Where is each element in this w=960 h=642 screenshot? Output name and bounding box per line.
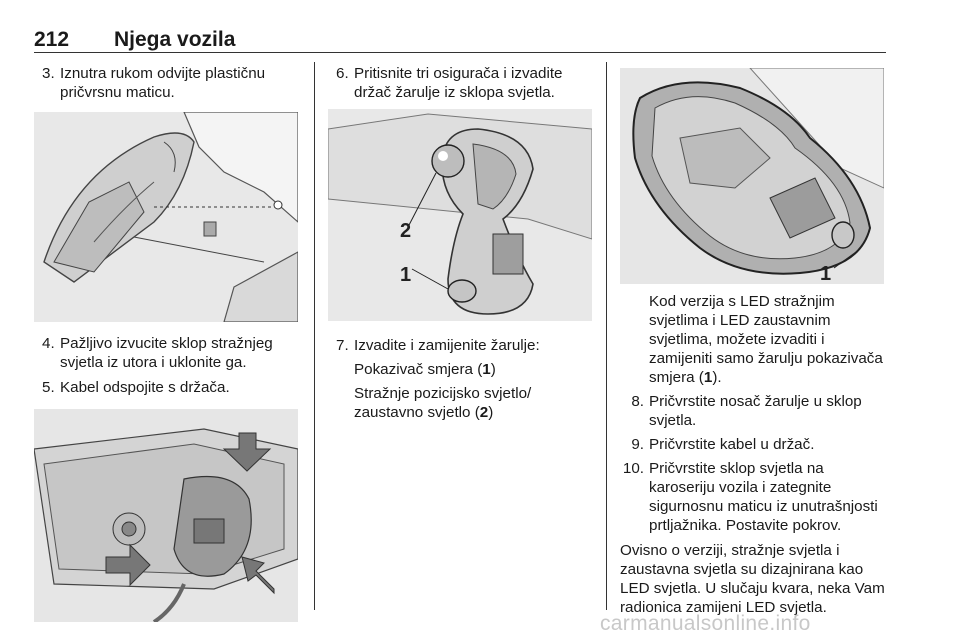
watermark: carmanualsonline.info: [600, 612, 811, 635]
page-number: 212: [34, 28, 70, 51]
step-text: Pričvrstite kabel u držač.: [649, 436, 815, 453]
column-3: [620, 64, 890, 617]
column-divider-1: [314, 62, 315, 610]
figure-bulb-holder: [328, 109, 592, 321]
bulb-item-2: Stražnje pozicijsko svjetlo/ zaustavno svjetlo (2): [354, 385, 532, 421]
callout-2: 2: [400, 220, 412, 242]
step-3: [34, 64, 302, 102]
figure-nut-removal: [34, 112, 298, 322]
callout-1: 1: [400, 264, 412, 286]
step-text: Pažljivo izvucite sklop stražnjeg svjetla iz utora i uklonite ga.: [60, 335, 273, 371]
step-number: 10.: [622, 460, 644, 477]
header-rule: [34, 52, 886, 53]
chapter-title: Njega vozila: [114, 28, 236, 51]
column-2: [328, 64, 594, 422]
step-7: [328, 336, 594, 355]
step-number: 8.: [631, 393, 644, 410]
figure-cable-disconnect: [34, 409, 298, 622]
step-text: Pritisnite tri osigurača i izvadite držač žarulje iz sklopa svjetla.: [354, 65, 563, 101]
column-divider-2: [606, 62, 607, 610]
step-text: Izvadite i zamijenite žarulje:: [354, 337, 540, 354]
led-note: Kod verzija s LED stražnjim svjetlima i LED zaustavnim svjetlima, možete izvaditi i zamijeniti samo žarulju pokazivača smjera (1).: [649, 293, 883, 386]
step-text: Iznutra rukom odvijte plastičnu pričvrsnu maticu.: [60, 65, 266, 101]
callout-led-1: 1: [820, 263, 832, 284]
step-text: Kabel odspojite s držača.: [60, 379, 230, 396]
column-1: [34, 64, 302, 622]
closing-paragraph: Ovisno o verziji, stražnje svjetla i zaustavna svjetla su dizajnirana kao LED svjetla. U slučaju kvara, neka Vam radionica zamijeni LED svjetla.: [620, 542, 885, 616]
step-10: [620, 459, 890, 535]
step-number: 6.: [336, 65, 349, 82]
page-header: [34, 28, 886, 52]
step-number: 9.: [631, 436, 644, 453]
step-8: [620, 392, 890, 430]
figure-led-unit: [620, 68, 884, 284]
step-number: 5.: [42, 379, 55, 396]
step-number: 4.: [42, 335, 55, 352]
step-6: [328, 64, 594, 102]
step-number: 3.: [42, 65, 55, 82]
step-5: [34, 378, 302, 397]
step-9: [620, 435, 890, 454]
step-number: 7.: [336, 337, 349, 354]
step-text: Pričvrstite sklop svjetla na karoseriju vozila i zategnite sigurnosnu maticu iz unutrašnjosti prtljažnika. Postavite pokrov.: [649, 460, 878, 534]
bulb-item-1: Pokazivač smjera (1): [354, 361, 496, 378]
step-text: Pričvrstite nosač žarulje u sklop svjetla.: [649, 393, 862, 429]
step-4: [34, 334, 302, 372]
